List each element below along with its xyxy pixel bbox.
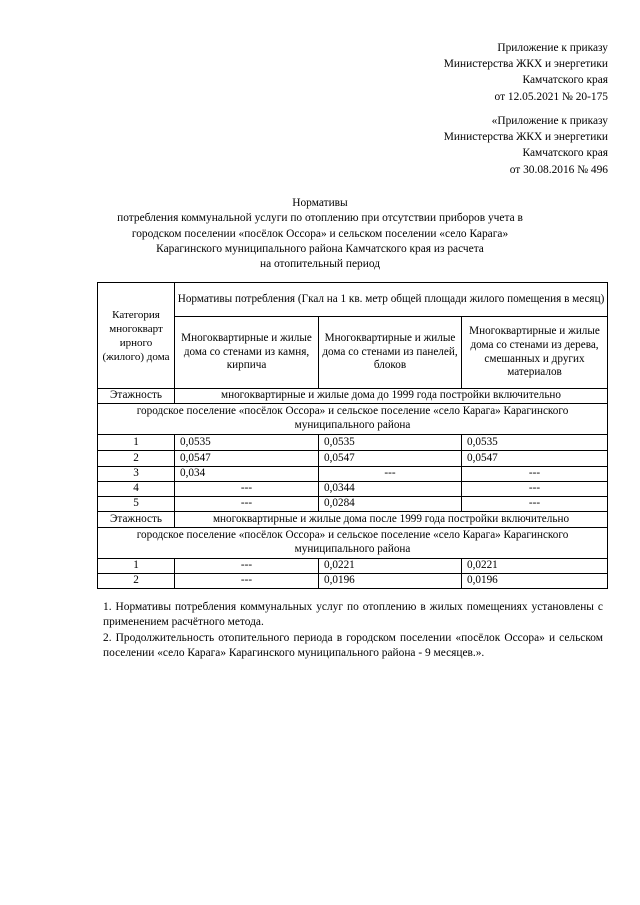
region-row [98, 404, 608, 435]
header-line: Камчатского края [522, 74, 608, 87]
norm-value: --- [175, 497, 319, 512]
norm-value: --- [175, 482, 319, 497]
floor-number: 5 [98, 497, 175, 512]
norm-value: 0,0547 [175, 451, 319, 467]
column-header-stone-brick: Многоквартирные и жилые дома со стенами из камня, кирпича [175, 317, 319, 389]
floor-number: 3 [98, 467, 175, 482]
table-row [98, 559, 608, 574]
norm-value: 0,0535 [319, 435, 462, 451]
region-title: городское поселение «посёлок Оссора» и сельское поселение «село Карага» Карагинского муниципального района [98, 528, 608, 559]
header-line: от 30.08.2016 № 496 [509, 163, 608, 176]
floor-number: 2 [98, 451, 175, 467]
title-line: городском поселении «посёлок Оссора» и сельском поселении «село Карага» [131, 227, 509, 240]
title-line: на отопительный период [260, 258, 380, 271]
table-row [98, 435, 608, 451]
norm-value: 0,0547 [319, 451, 462, 467]
table-row [98, 497, 608, 512]
title-line: потребления коммунальной услуги по отоплению при отсутствии приборов учета в [117, 212, 523, 225]
section-row [98, 512, 608, 528]
norms-header: Нормативы потребления (Гкал на 1 кв. метр общей площади жилого помещения в месяц) [175, 283, 608, 317]
norms-table [97, 282, 608, 589]
norm-value: --- [319, 467, 462, 482]
header-line: Министерства ЖКХ и энергетики [443, 131, 608, 144]
header-line: Министерства ЖКХ и энергетики [443, 58, 608, 71]
norm-value: 0,0221 [462, 559, 608, 574]
floor-number: 1 [98, 559, 175, 574]
header-line: «Приложение к приказу [491, 115, 608, 127]
norm-value: 0,034 [175, 467, 319, 482]
norm-value: 0,0221 [319, 559, 462, 574]
region-row [98, 528, 608, 559]
norm-value: --- [462, 467, 608, 482]
column-header-panels-blocks: Многоквартирные и жилые дома со стенами из панелей, блоков [319, 317, 462, 389]
document-title [100, 196, 540, 272]
title-line: Нормативы [292, 197, 348, 209]
norm-value: 0,0196 [462, 574, 608, 589]
norm-value: 0,0284 [319, 497, 462, 512]
floor-number: 4 [98, 482, 175, 497]
norm-value: 0,0344 [319, 482, 462, 497]
header-line: Приложение к приказу [497, 42, 608, 54]
section-title: многоквартирные и жилые дома до 1999 года постройки включительно [175, 389, 608, 404]
table-header-row [98, 283, 608, 317]
region-title: городское поселение «посёлок Оссора» и сельское поселение «село Карага» Карагинского муниципального района [98, 404, 608, 435]
norm-value: 0,0535 [175, 435, 319, 451]
table-subheader-row [98, 317, 608, 389]
table-row [98, 482, 608, 497]
header-current-order [444, 40, 608, 105]
header-line: от 12.05.2021 № 20-175 [494, 90, 608, 103]
header-line: Камчатского края [522, 147, 608, 160]
title-line: Карагинского муниципального района Камчатского края из расчета [156, 242, 484, 255]
floors-label: Этажность [98, 512, 175, 528]
floors-label: Этажность [98, 389, 175, 404]
table-row [98, 467, 608, 482]
norm-value: 0,0535 [462, 435, 608, 451]
note-heating-period: 2. Продолжительность отопительного периода в городском поселении «посёлок Оссора» и сельском поселении «село Карага» Карагинского муниципального района - 9 месяцев.». [103, 631, 603, 659]
norm-value: --- [462, 482, 608, 497]
category-header: Категория многокварт ирного (жилого) дома [98, 283, 175, 389]
norm-value: 0,0196 [319, 574, 462, 589]
table-row [98, 574, 608, 589]
section-title: многоквартирные и жилые дома после 1999 года постройки включительно [175, 512, 608, 528]
header-previous-order [444, 113, 608, 178]
floor-number: 2 [98, 574, 175, 589]
section-row [98, 389, 608, 404]
table-row [98, 451, 608, 467]
norm-value: --- [462, 497, 608, 512]
column-header-wood-mixed: Многоквартирные и жилые дома со стенами из дерева, смешанных и других материалов [462, 317, 608, 389]
note-methodology: 1. Нормативы потребления коммунальных услуг по отоплению в жилых помещениях установлены с применением расчётного метода. [103, 601, 603, 629]
notes-section [103, 600, 603, 661]
norm-value: --- [175, 574, 319, 589]
floor-number: 1 [98, 435, 175, 451]
norm-value: --- [175, 559, 319, 574]
norm-value: 0,0547 [462, 451, 608, 467]
